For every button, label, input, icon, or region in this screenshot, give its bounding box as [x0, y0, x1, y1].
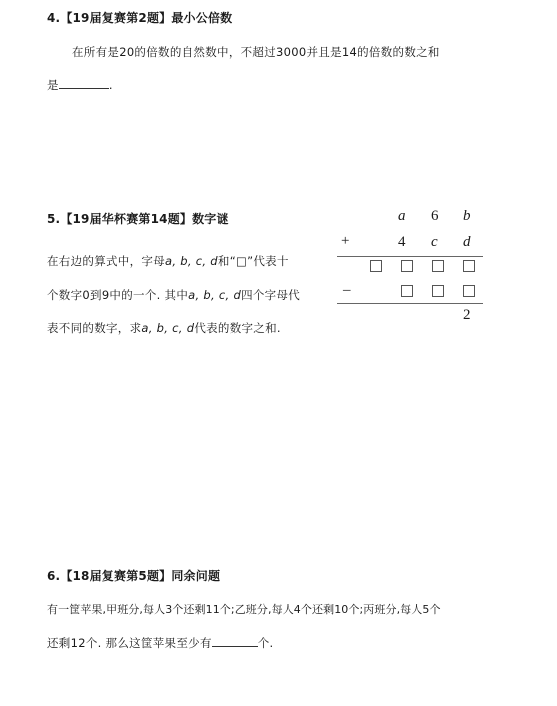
puzzle-box[interactable]: [432, 285, 444, 297]
q5-line1-vars: a, b, c, d: [165, 254, 218, 268]
puzzle-plus-sign: +: [341, 233, 350, 249]
q6-line1: 有一筐苹果,甲班分,每人3个还剩11个;乙班分,每人4个还剩10个;丙班分,每人5个: [47, 603, 441, 616]
puzzle-box[interactable]: [401, 260, 413, 272]
q5-line2-text-end: 四个字母代: [241, 288, 301, 302]
puzzle-box[interactable]: [401, 285, 413, 297]
q6-line2: [47, 635, 274, 651]
q6-line2-start: 还剩12个. 那么这筐苹果至少有: [47, 636, 212, 650]
q5-number: 5.: [47, 212, 61, 226]
q5-line2: [47, 287, 300, 303]
puzzle-box[interactable]: [463, 260, 475, 272]
puzzle-d: d: [463, 234, 471, 250]
puzzle-result: 2: [463, 307, 471, 323]
q4-title: 【19届复赛第2题】最小公倍数: [60, 11, 233, 25]
q6-title: 【18届复赛第5题】同余问题: [60, 569, 221, 583]
q5-line1: [47, 253, 289, 269]
q5-line3-vars: a, b, c, d: [141, 321, 195, 335]
puzzle-a: a: [398, 208, 406, 224]
q4-heading: [47, 9, 232, 26]
q4-line2-start: 是: [47, 78, 59, 92]
q5-line2-vars: a, b, c, d: [188, 288, 242, 302]
puzzle-box[interactable]: [463, 285, 475, 297]
puzzle-b: b: [463, 208, 471, 224]
q5-title: 【19届华杯赛第14题】数字谜: [60, 212, 229, 226]
q6-answer-blank[interactable]: [212, 636, 258, 647]
q5-line2-text: 个数字0到9中的一个. 其中: [47, 288, 189, 302]
puzzle-rule-2: [337, 303, 483, 304]
q5-line1-text-end: 和“□”代表十: [217, 254, 289, 268]
q6-number: 6.: [47, 569, 61, 583]
puzzle-4: 4: [398, 234, 406, 250]
puzzle-box[interactable]: [432, 260, 444, 272]
puzzle-rule-1: [337, 256, 483, 257]
puzzle-minus-sign: –: [343, 282, 351, 298]
puzzle-c: c: [431, 234, 438, 250]
puzzle-box[interactable]: [370, 260, 382, 272]
q6-line2-end: 个.: [257, 636, 274, 650]
q5-line3-text-end: 代表的数字之和.: [194, 321, 281, 335]
q6-heading: [47, 567, 220, 584]
q4-line2-end: .: [108, 78, 113, 92]
q5-line1-text: 在右边的算式中，字母: [47, 254, 165, 268]
puzzle-6: 6: [431, 208, 439, 224]
q4-number: 4.: [47, 11, 61, 25]
q4-line2: [47, 77, 113, 93]
q5-line3-text: 表不同的数字，求: [47, 321, 142, 335]
q5-line3: [47, 320, 281, 336]
q4-line1: 在所有是20的倍数的自然数中，不超过3000并且是14的倍数的数之和: [72, 45, 440, 59]
q5-heading: [47, 210, 229, 227]
q4-answer-blank[interactable]: [59, 78, 109, 89]
